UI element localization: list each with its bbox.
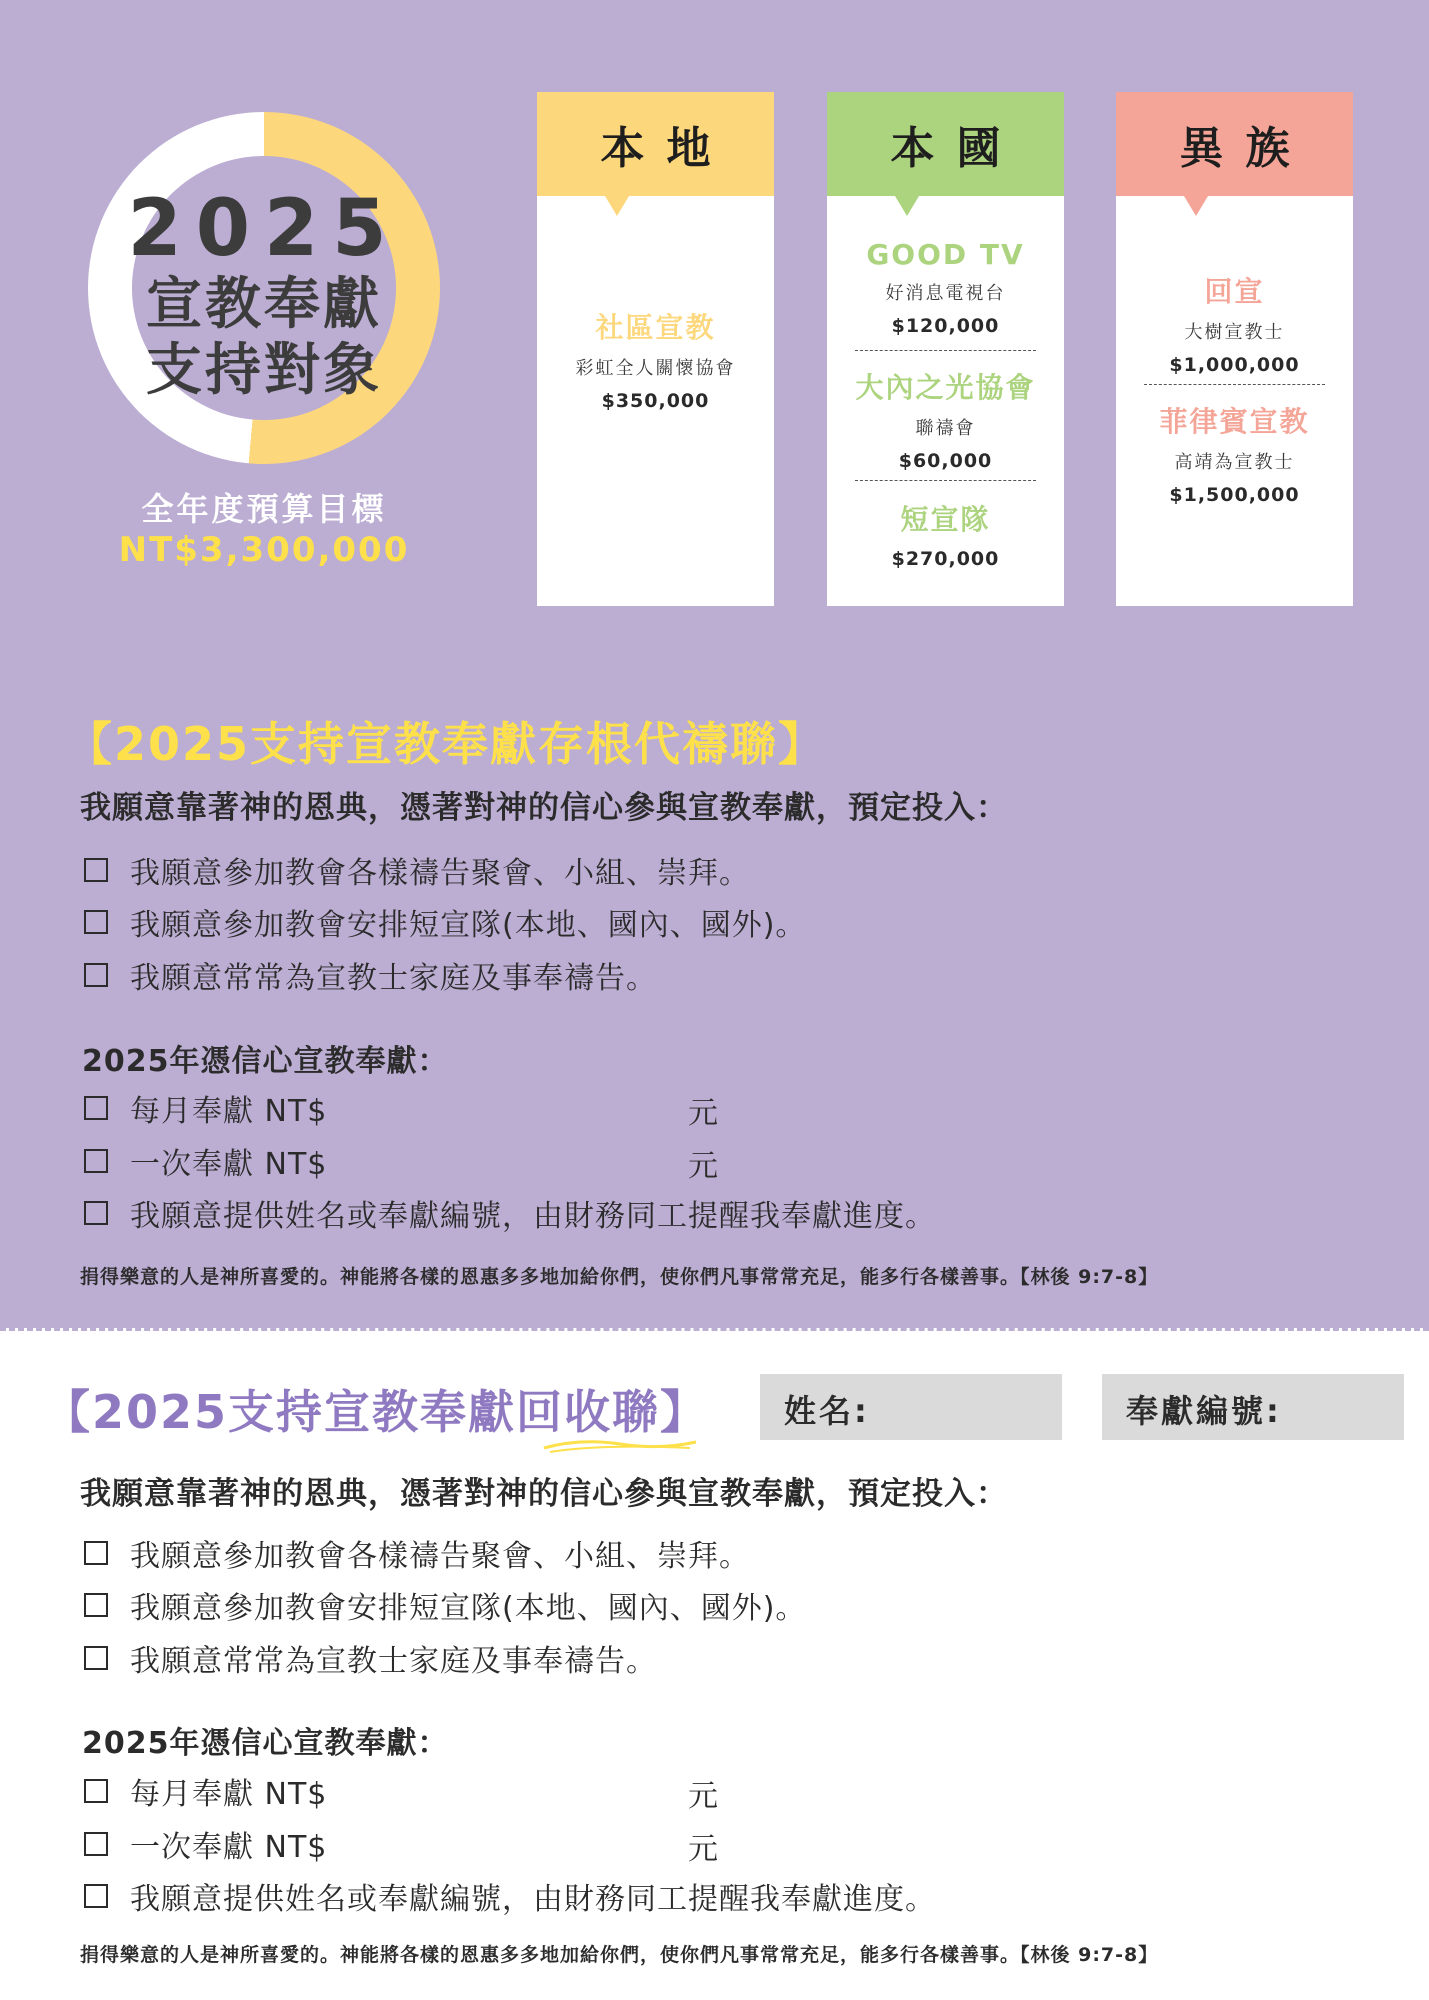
entry-separator (855, 480, 1036, 481)
checkbox[interactable] (84, 1884, 108, 1908)
stub-intro: 我願意靠著神的恩典，憑著對神的信心參與宣教奉獻，預定投入： (80, 790, 1008, 826)
checkbox[interactable] (84, 858, 108, 882)
summary-year: 2025 (127, 184, 401, 274)
currency-unit: 元 (688, 1096, 718, 1131)
offering-number-field[interactable]: 奉獻編號: (1102, 1374, 1404, 1440)
return-monthly-offering[interactable]: 每月奉獻 NT$ (84, 1769, 327, 1813)
return-intro: 我願意靠著神的恩典，憑著對神的信心參與宣教奉獻，預定投入： (80, 1476, 1008, 1512)
entry-title: 菲律賓宣教 (1159, 405, 1310, 438)
support-entry (827, 238, 1064, 337)
entry-title: GOOD TV (866, 238, 1025, 271)
budget-label: 全年度預算目標 (141, 490, 387, 528)
category-card-national (827, 92, 1064, 606)
checkbox[interactable] (84, 1541, 108, 1565)
stub-commitment-1[interactable]: 我願意參加教會各樣禱告聚會、小組、崇拜。 (84, 848, 750, 892)
return-verse: 捐得樂意的人是神所喜愛的。神能將各樣的恩惠多多地加給你們，使你們凡事常常充足，能多行各樣善事。【林後 9:7-8】 (80, 1944, 1159, 1966)
entry-amount: $350,000 (601, 390, 710, 412)
entry-amount: $60,000 (898, 450, 993, 472)
stub-commitment-2[interactable]: 我願意參加教會安排短宣隊(本地、國內、國外)。 (84, 900, 806, 944)
support-entry (1116, 400, 1353, 506)
checkbox[interactable] (84, 963, 108, 987)
return-one-time-offering[interactable]: 一次奉獻 NT$ (84, 1822, 327, 1866)
entry-amount: $270,000 (891, 548, 1000, 570)
entry-title: 短宣隊 (900, 503, 991, 536)
name-field[interactable]: 姓名: (760, 1374, 1062, 1440)
budget-donut (88, 112, 440, 464)
return-commitment-3[interactable]: 我願意常常為宣教士家庭及事奉禱告。 (84, 1636, 657, 1680)
checkbox[interactable] (84, 910, 108, 934)
entry-title: 回宣 (1204, 275, 1265, 308)
stub-monthly-offering[interactable]: 每月奉獻 NT$ (84, 1086, 327, 1130)
entry-amount: $1,000,000 (1169, 354, 1300, 376)
support-entry (1116, 270, 1353, 376)
entry-amount: $1,500,000 (1169, 484, 1300, 506)
return-offering-heading: 2025年憑信心宣教奉獻： (82, 1726, 449, 1761)
return-commitment-1[interactable]: 我願意參加教會各樣禱告聚會、小組、崇拜。 (84, 1531, 750, 1575)
category-title: 本地 (537, 92, 774, 196)
support-entry (827, 366, 1064, 472)
entry-title: 大內之光協會 (855, 371, 1036, 404)
currency-unit: 元 (688, 1779, 718, 1814)
entry-org: 高靖為宣教士 (1174, 452, 1295, 473)
return-reminder-option[interactable]: 我願意提供姓名或奉獻編號，由財務同工提醒我奉獻進度。 (84, 1874, 936, 1918)
category-title: 異族 (1116, 92, 1353, 196)
stub-heading: 【2025支持宣教奉獻存根代禱聯】 (66, 717, 827, 771)
entry-separator (855, 350, 1036, 351)
stub-one-time-offering[interactable]: 一次奉獻 NT$ (84, 1139, 327, 1183)
currency-unit: 元 (688, 1149, 718, 1184)
checkbox[interactable] (84, 1149, 108, 1173)
entry-org: 好消息電視台 (885, 283, 1006, 304)
stub-commitment-3[interactable]: 我願意常常為宣教士家庭及事奉禱告。 (84, 953, 657, 997)
entry-amount: $120,000 (891, 315, 1000, 337)
category-title: 本國 (827, 92, 1064, 196)
checkbox[interactable] (84, 1832, 108, 1856)
checkbox[interactable] (84, 1201, 108, 1225)
checkbox[interactable] (84, 1096, 108, 1120)
entry-title: 社區宣教 (595, 311, 716, 344)
entry-separator (1144, 384, 1325, 385)
return-heading: 【2025支持宣教奉獻回收聯】 (44, 1385, 709, 1439)
entry-org: 聯禱會 (915, 418, 976, 439)
summary-title-line1: 宣教奉獻 (146, 272, 382, 337)
support-entry (537, 306, 774, 412)
currency-unit: 元 (688, 1832, 718, 1867)
entry-org: 大樹宣教士 (1184, 322, 1285, 343)
underline-swoosh (540, 1436, 700, 1454)
stub-offering-heading: 2025年憑信心宣教奉獻： (82, 1044, 449, 1079)
checkbox[interactable] (84, 1779, 108, 1803)
checkbox[interactable] (84, 1593, 108, 1617)
support-entry (827, 498, 1064, 570)
stub-reminder-option[interactable]: 我願意提供姓名或奉獻編號，由財務同工提醒我奉獻進度。 (84, 1191, 936, 1235)
category-card-local (537, 92, 774, 606)
entry-org: 彩虹全人關懷協會 (575, 358, 736, 379)
category-card-cross-cultural (1116, 92, 1353, 606)
budget-amount: NT$3,300,000 (118, 530, 410, 570)
summary-title-line2: 支持對象 (146, 338, 382, 403)
tear-line (0, 1328, 1429, 1331)
stub-verse: 捐得樂意的人是神所喜愛的。神能將各樣的恩惠多多地加給你們，使你們凡事常常充足，能多行各樣善事。【林後 9:7-8】 (80, 1266, 1159, 1288)
checkbox[interactable] (84, 1646, 108, 1670)
return-commitment-2[interactable]: 我願意參加教會安排短宣隊(本地、國內、國外)。 (84, 1583, 806, 1627)
